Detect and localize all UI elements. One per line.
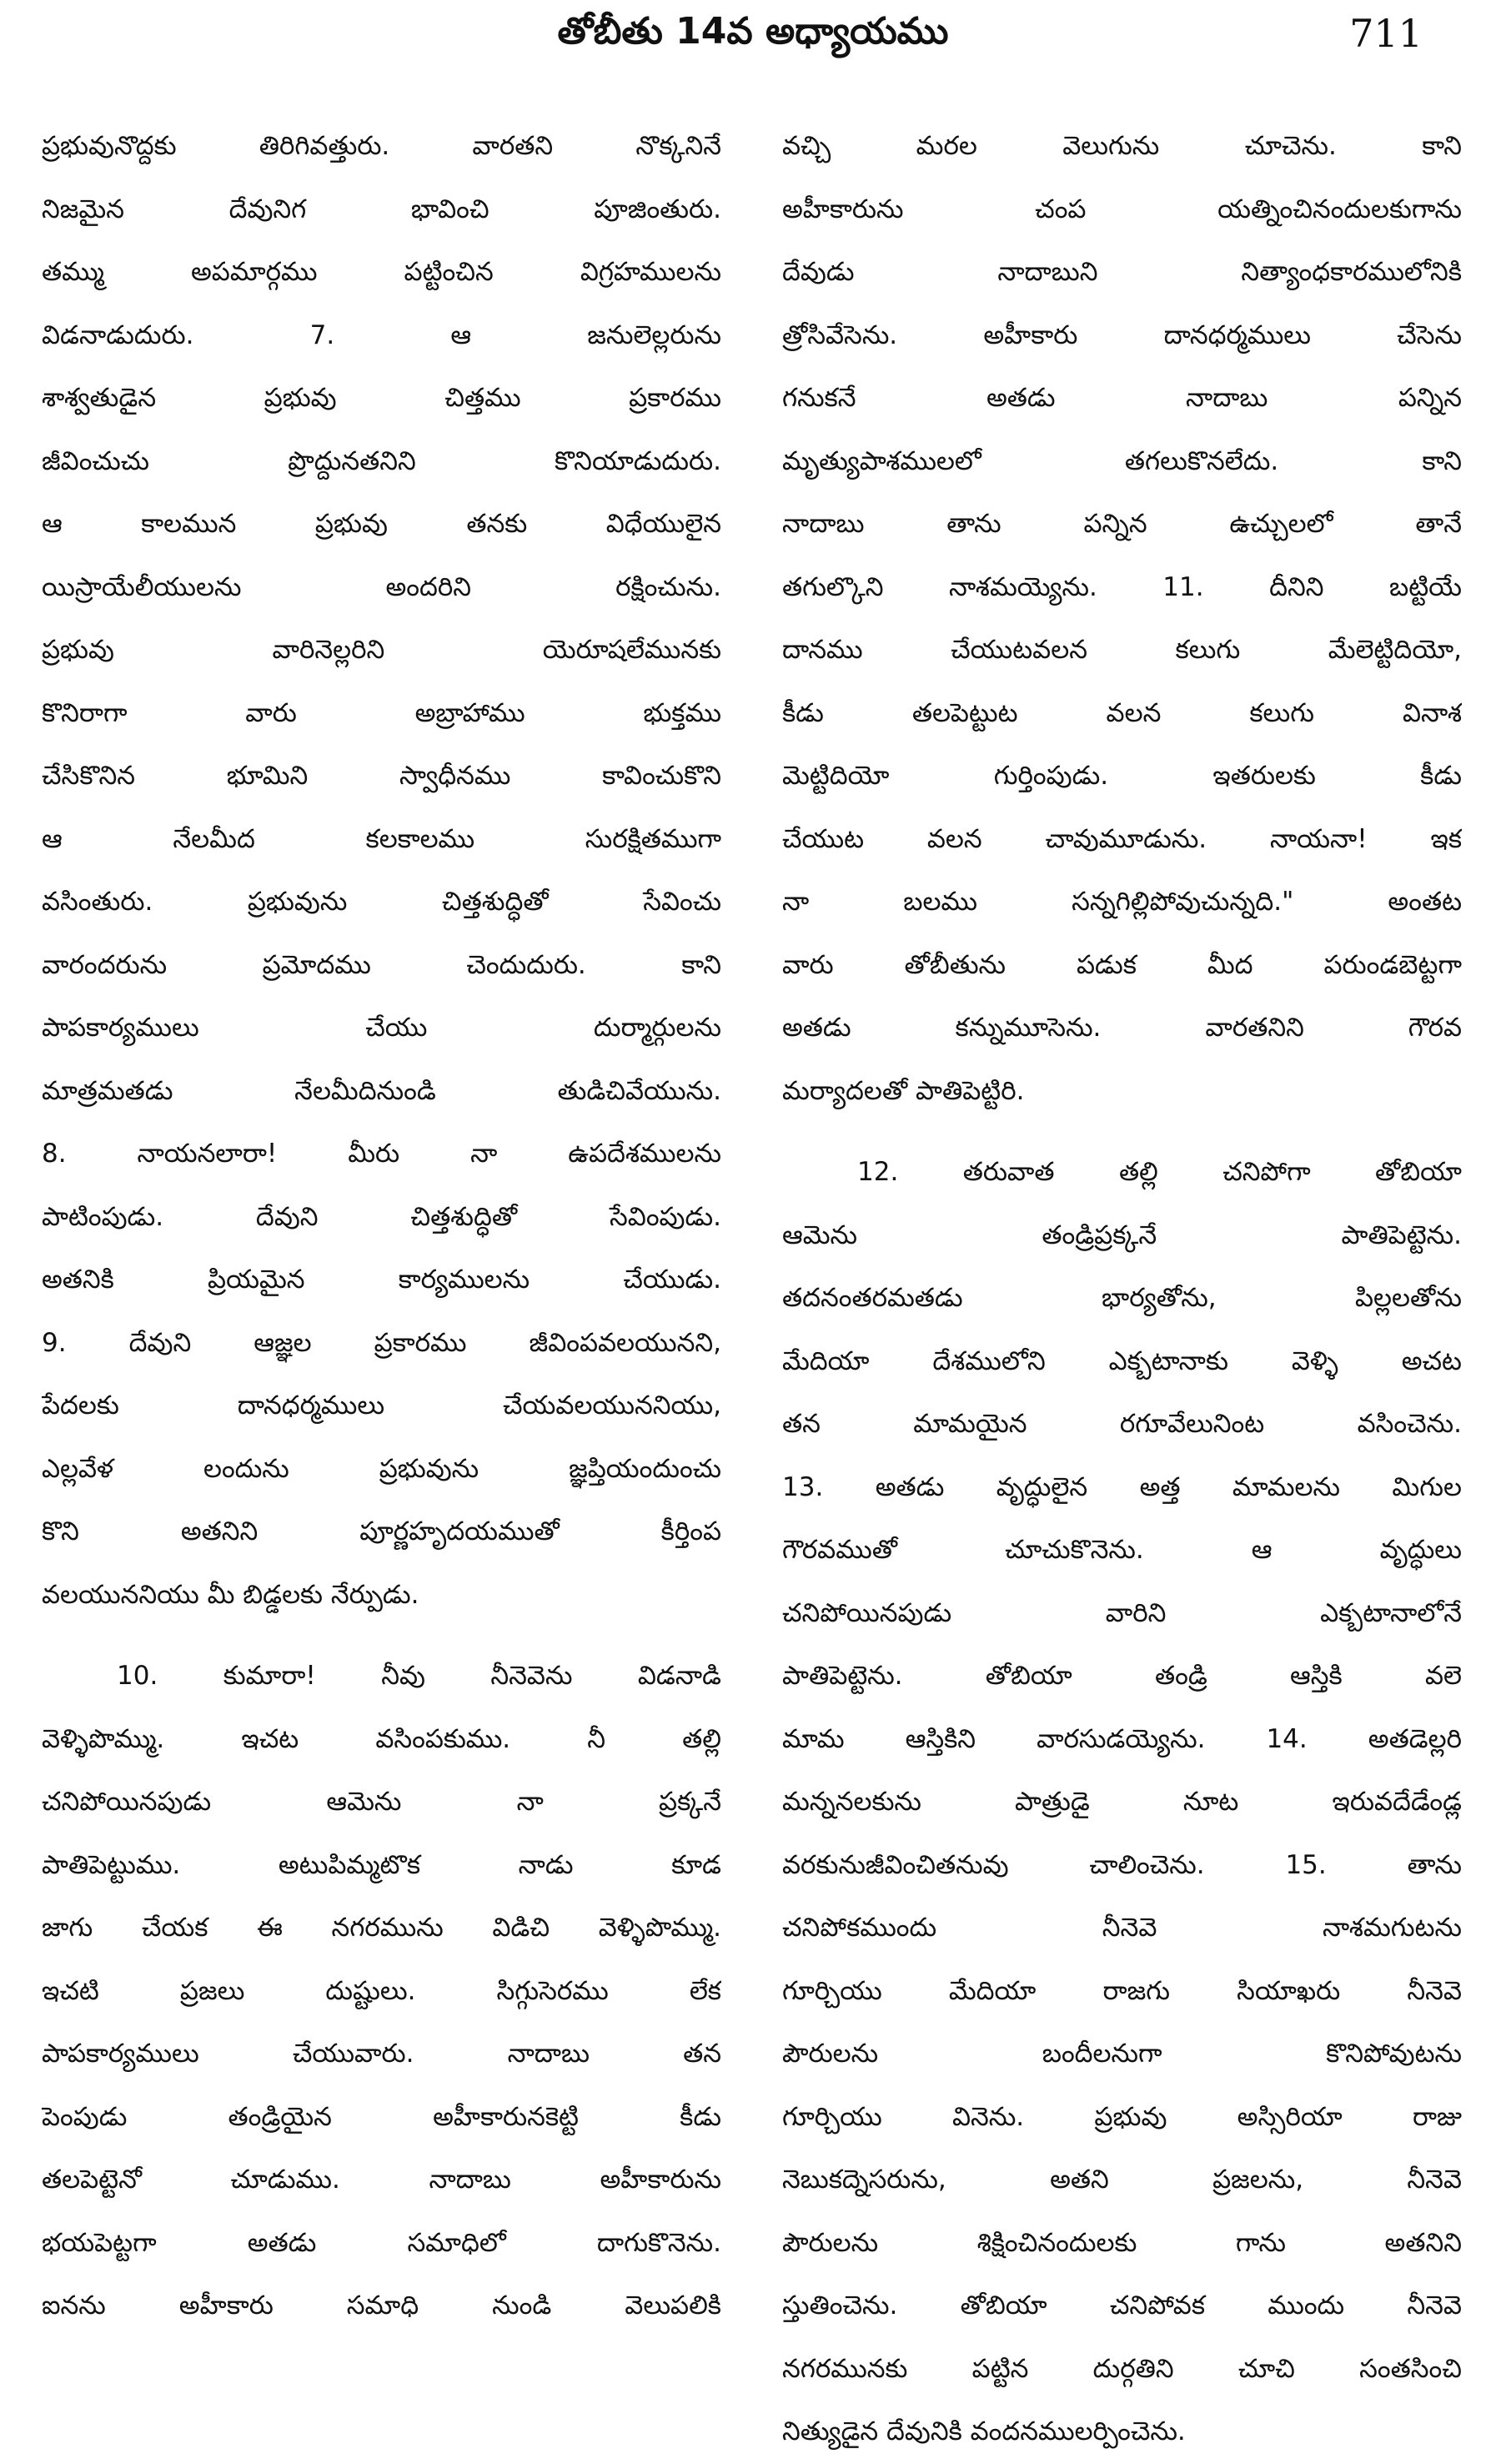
- text-line: ఆ నేలమీద కలకాలము సురక్షితముగా: [42, 823, 721, 854]
- text-line: చనిపోయినపుడు ఆమెను నా ప్రక్కనే: [42, 1787, 721, 1817]
- paragraph-gap: [42, 1627, 721, 1645]
- text-line: గౌరవముతో చూచుకొనెను. ఆ వృద్ధులు: [782, 1535, 1462, 1565]
- text-line: పౌరులను శిక్షించినందులకు గాను అతనిని: [782, 2227, 1462, 2258]
- text-line: కీడు తలపెట్టుట వలన కలుగు వినాశ: [782, 697, 1462, 728]
- text-line: మాత్రమతడు నేలమీదినుండి తుడిచివేయును.: [42, 1075, 721, 1106]
- text-line: నాదాబు తాను పన్నిన ఉచ్చులలో తానే: [782, 509, 1462, 539]
- text-line: నిత్యుడైన దేవునికి వందనములర్పించెను.: [782, 2416, 1186, 2446]
- page-header: [0, 0, 1506, 75]
- text-line: తమ్ము అపమార్గము పట్టించిన విగ్రహములను: [42, 257, 721, 287]
- text-line: స్తుతించెను. తోబియా చనిపోవక ముందు నీనెవె: [782, 2291, 1462, 2321]
- text-line: నెబుకద్నెసరును, అతని ప్రజలను, నీనెవె: [782, 2165, 1462, 2195]
- text-line: చేసికొనిన భూమిని స్వాధీనము కావించుకొని: [42, 761, 721, 791]
- text-line: మర్యాదలతో పాతిపెట్టిరి.: [782, 1075, 1025, 1106]
- text-line: పేదలకు దానధర్మములు చేయవలయుననియు,: [42, 1390, 721, 1421]
- text-line: గూర్చియు వినెను. ప్రభువు అస్సిరియా రాజు: [782, 2101, 1462, 2132]
- text-line: ఐనను అహీకారు సమాధి నుండి వెలుపలికి: [42, 2291, 721, 2321]
- text-line: మన్ననలకును పాత్రుడై నూట ఇరువదేడేండ్ల: [782, 1787, 1462, 1817]
- text-line: శాశ్వతుడైన ప్రభువు చిత్తము ప్రకారము: [42, 383, 721, 413]
- text-line: చేయుట వలన చావుమూడును. నాయనా! ఇక: [782, 823, 1462, 854]
- text-line: మేదియా దేశములోని ఎక్బటానాకు వెళ్ళి అచట: [782, 1345, 1462, 1376]
- text-line: చనిపోయినపుడు వారిని ఎక్బటానాలోనే: [782, 1597, 1462, 1628]
- text-line: వలయుననియు మీ బిడ్డలకు నేర్పుడు.: [42, 1579, 419, 1610]
- text-line: అతనికి ప్రియమైన కార్యములను చేయుడు.: [42, 1265, 721, 1295]
- text-line: నా బలము సన్నగిల్లిపోవుచున్నది." అంతట: [782, 887, 1462, 917]
- text-line: మెట్టిదియో గుర్తింపుడు. ఇతరులకు కీడు: [782, 761, 1462, 791]
- left-paragraph-1: [42, 115, 721, 1627]
- text-line: ఆ కాలమున ప్రభువు తనకు విధేయులైన: [42, 509, 721, 539]
- text-line: మృత్యుపాశములలో తగలుకొనలేదు. కాని: [782, 445, 1462, 476]
- text-line: పాటింపుడు. దేవుని చిత్తశుద్ధితో సేవింపుడు.: [42, 1201, 721, 1232]
- text-line: ప్రభువునొద్దకు తిరిగివత్తురు. వారతని నొక్కనినే: [42, 131, 721, 161]
- page-number: 711: [1349, 11, 1423, 56]
- text-line: విడనాడుదురు. 7. ఆ జనులెల్లరును: [42, 319, 721, 350]
- text-line: వచ్చి మరల వెలుగును చూచెను. కాని: [782, 131, 1462, 161]
- text-line: గనుకనే అతడు నాదాబు పన్నిన: [782, 383, 1462, 413]
- text-line: కొనిరాగా వారు అబ్రాహాము భుక్తము: [42, 697, 721, 728]
- text-line: వారందరును ప్రమోదము చెందుదురు. కాని: [42, 949, 721, 980]
- text-line: పెంపుడు తండ్రియైన అహీకారునకెట్టి కీడు: [42, 2101, 721, 2132]
- text-line: దానము చేయుటవలన కలుగు మేలెట్టిదియో,: [782, 635, 1462, 665]
- text-line: 13. అతడు వృద్ధులైన అత్త మామలను మిగుల: [782, 1471, 1462, 1502]
- text-line: కొని అతనిని పూర్ణహృదయముతో కీర్తింప: [42, 1516, 721, 1546]
- running-title: తోబీతు 14వ అధ్యాయము: [557, 10, 949, 53]
- text-line: 12. తరువాత తల్లి చనిపోగా తోబియా: [857, 1157, 1462, 1187]
- text-line: 8. నాయనలారా! మీరు నా ఉపదేశములను: [42, 1139, 721, 1169]
- text-line: గూర్చియు మేదియా రాజగు సియాఖరు నీనెవె: [782, 1975, 1462, 2006]
- text-line: తదనంతరమతడు భార్యతోను, పిల్లలతోను: [782, 1283, 1462, 1313]
- paragraph-gap: [782, 1123, 1462, 1141]
- text-line: జాగు చేయక ఈ నగరమును విడిచి వెళ్ళిపొమ్ము.: [42, 1913, 721, 1943]
- text-line: పాతిపెట్టుము. అటుపిమ్మటొక నాడు కూడ: [42, 1849, 721, 1880]
- text-line: మామ ఆస్తికిని వారసుడయ్యెను. 14. అతడెల్లరి: [782, 1723, 1462, 1754]
- text-line: నగరమునకు పట్టిన దుర్గతిని చూచి సంతసించి: [782, 2353, 1462, 2384]
- text-line: తలపెట్టెనో చూడుము. నాదాబు అహీకారును: [42, 2165, 721, 2195]
- text-line: వెళ్ళిపొమ్ము. ఇచట వసింపకుము. నీ తల్లి: [42, 1723, 721, 1754]
- text-line: వారు తోబీతును పడుక మీద పరుండబెట్టగా: [782, 949, 1462, 980]
- text-line: దేవుడు నాదాబుని నిత్యాంధకారములోనికి: [782, 257, 1462, 287]
- text-line: భయపెట్టగా అతడు సమాధిలో దాగుకొనెను.: [42, 2227, 721, 2258]
- text-line: అతడు కన్నుమూసెను. వారతనిని గౌరవ: [782, 1013, 1462, 1043]
- text-line: 9. దేవుని ఆజ్ఞల ప్రకారము జీవింపవలయునని,: [42, 1327, 721, 1358]
- left-paragraph-2: [42, 1645, 721, 2338]
- text-line: చనిపోకముందు నీనెవె నాశమగుటను: [782, 1913, 1462, 1943]
- text-line: నిజమైన దేవునిగ భావించి పూజింతురు.: [42, 194, 721, 224]
- text-line: ఆమెను తండ్రిప్రక్కనే పాతిపెట్టెను.: [782, 1219, 1462, 1250]
- text-line: పాపకార్యములు చేయువారు. నాదాబు తన: [42, 2039, 721, 2069]
- text-line: త్రోసివేసెను. అహీకారు దానధర్మములు చేసెను: [782, 319, 1462, 350]
- text-line: తన మామయైన రగూవేలునింట వసించెను.: [782, 1409, 1462, 1439]
- left-column: [42, 115, 721, 2338]
- text-line: జీవించుచు ప్రొద్దునతనిని కొనియాడుదురు.: [42, 445, 721, 476]
- right-paragraph-1: [782, 115, 1462, 1123]
- text-line: వరకునుజీవించితనువు చాలించెను. 15. తాను: [782, 1849, 1462, 1880]
- text-line: పాపకార్యములు చేయు దుర్మార్గులను: [42, 1013, 721, 1043]
- text-line: అహీకారును చంప యత్నించినందులకుగాను: [782, 194, 1462, 224]
- text-line: ఇచటి ప్రజలు దుష్టులు. సిగ్గుసెరము లేక: [42, 1975, 721, 2006]
- right-paragraph-2: [782, 1141, 1462, 2464]
- text-line: ప్రభువు వారినెల్లరిని యెరూషలేమునకు: [42, 635, 721, 665]
- text-line: పౌరులను బందీలనుగా కొనిపోవుటను: [782, 2039, 1462, 2069]
- text-line: వసింతురు. ప్రభువును చిత్తశుద్ధితో సేవించు: [42, 887, 721, 917]
- text-line: పాతిపెట్టెను. తోబియా తండ్రి ఆస్తికి వలె: [782, 1661, 1462, 1691]
- text-line: 10. కుమారా! నీవు నీనెవెను విడనాడి: [117, 1661, 721, 1691]
- text-line: ఎల్లవేళ లందును ప్రభువును జ్ఞప్తియందుంచు: [42, 1453, 721, 1484]
- text-line: యిస్రాయేలీయులను అందరిని రక్షించును.: [42, 571, 721, 602]
- text-line: తగుల్కొని నాశమయ్యెను. 11. దీనిని బట్టియే: [782, 571, 1462, 602]
- right-column: [782, 115, 1462, 2464]
